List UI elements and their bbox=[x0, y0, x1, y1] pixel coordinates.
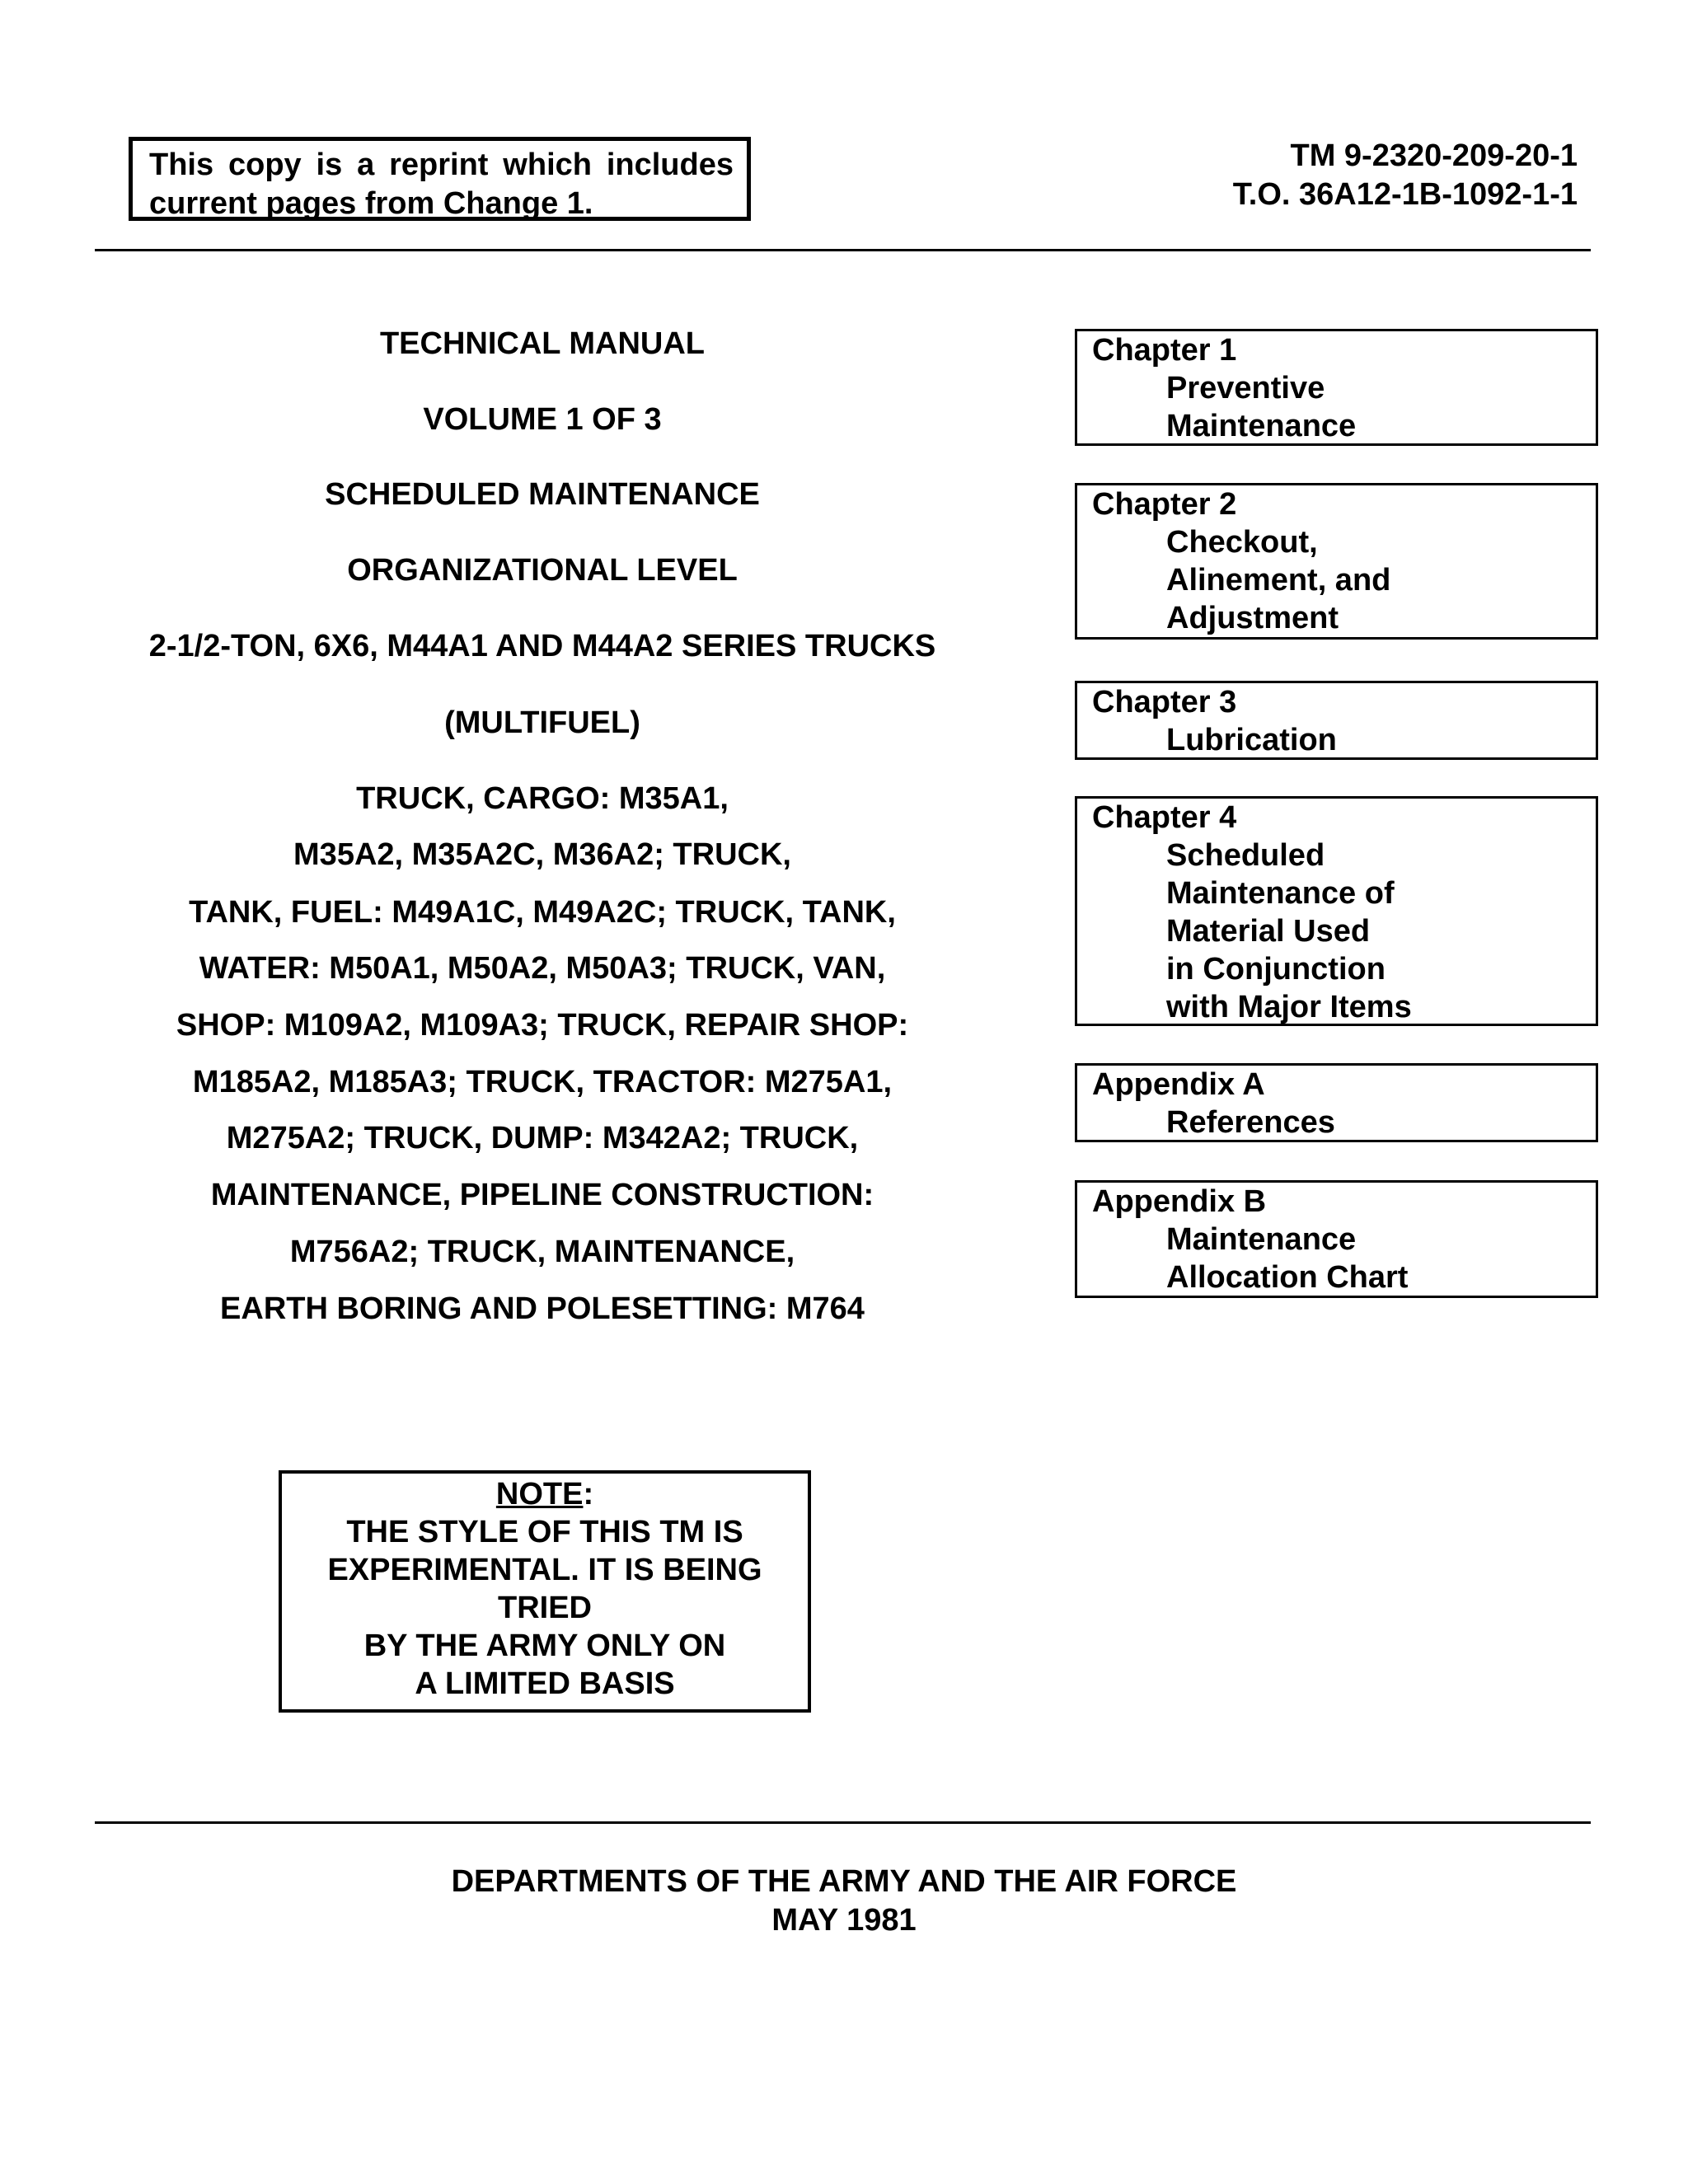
title-line: TRUCK, CARGO: M35A1, bbox=[356, 781, 729, 816]
to-number: T.O. 36A12-1B-1092-1-1 bbox=[1232, 177, 1578, 212]
note-line: A LIMITED BASIS bbox=[415, 1666, 675, 1701]
note-heading: NOTE bbox=[495, 1477, 584, 1511]
appendix-a-subtitle: References bbox=[1166, 1105, 1335, 1140]
reprint-notice-line-1: This copy is a reprint which includes bbox=[149, 148, 734, 182]
tm-number: TM 9-2320-209-20-1 bbox=[1290, 138, 1578, 173]
chapter-4-subtitle: Material Used bbox=[1166, 914, 1371, 949]
title-line: ORGANIZATIONAL LEVEL bbox=[347, 553, 738, 588]
chapter-4-subtitle: Scheduled bbox=[1166, 838, 1325, 873]
chapter-4-heading: Chapter 4 bbox=[1092, 800, 1237, 835]
chapter-2-subtitle: Adjustment bbox=[1166, 601, 1339, 635]
note-line: EXPERIMENTAL. IT IS BEING bbox=[327, 1553, 762, 1587]
chapter-1-subtitle: Preventive bbox=[1166, 371, 1325, 405]
title-line: MAINTENANCE, PIPELINE CONSTRUCTION: bbox=[210, 1178, 874, 1212]
title-line: M756A2; TRUCK, MAINTENANCE, bbox=[289, 1235, 795, 1269]
chapter-2-subtitle: Checkout, bbox=[1166, 525, 1318, 560]
title-line: EARTH BORING AND POLESETTING: M764 bbox=[220, 1291, 865, 1326]
footer-departments: DEPARTMENTS OF THE ARMY AND THE AIR FORCE bbox=[451, 1864, 1237, 1899]
footer bbox=[0, 1863, 1688, 1940]
chapter-2-subtitle: Alinement, and bbox=[1166, 563, 1391, 598]
note-line: THE STYLE OF THIS TM IS bbox=[346, 1515, 743, 1549]
title-line: TANK, FUEL: M49A1C, M49A2C; TRUCK, TANK, bbox=[189, 895, 896, 930]
note-heading-line bbox=[282, 1475, 808, 1513]
title-line: TECHNICAL MANUAL bbox=[379, 326, 706, 361]
chapter-4-box[interactable] bbox=[1075, 796, 1598, 1026]
title-line: VOLUME 1 OF 3 bbox=[423, 402, 662, 437]
reprint-notice-box bbox=[129, 137, 751, 221]
bottom-divider bbox=[95, 1821, 1591, 1824]
appendix-b-subtitle: Allocation Chart bbox=[1166, 1260, 1409, 1295]
document-numbers bbox=[1233, 137, 1578, 214]
title-line: WATER: M50A1, M50A2, M50A3; TRUCK, VAN, bbox=[199, 951, 886, 986]
chapter-2-box[interactable] bbox=[1075, 483, 1598, 640]
appendix-a-box[interactable] bbox=[1075, 1063, 1598, 1142]
chapter-1-subtitle: Maintenance bbox=[1166, 409, 1357, 443]
footer-date: MAY 1981 bbox=[771, 1903, 917, 1938]
note-colon: : bbox=[583, 1477, 594, 1511]
chapter-3-heading: Chapter 3 bbox=[1092, 685, 1237, 719]
chapter-2-heading: Chapter 2 bbox=[1092, 487, 1237, 522]
title-line: M275A2; TRUCK, DUMP: M342A2; TRUCK, bbox=[226, 1121, 859, 1155]
note-line: TRIED bbox=[498, 1591, 592, 1625]
title-line: 2-1/2-TON, 6X6, M44A1 AND M44A2 SERIES TRUCKS bbox=[148, 629, 936, 663]
chapter-4-subtitle: Maintenance of bbox=[1166, 876, 1395, 911]
note-box bbox=[279, 1470, 811, 1713]
appendix-a-heading: Appendix A bbox=[1092, 1067, 1265, 1102]
appendix-b-box[interactable] bbox=[1075, 1180, 1598, 1298]
chapter-1-heading: Chapter 1 bbox=[1092, 333, 1237, 368]
chapter-3-box[interactable] bbox=[1075, 681, 1598, 760]
title-line: SCHEDULED MAINTENANCE bbox=[325, 477, 760, 512]
title-line: (MULTIFUEL) bbox=[444, 705, 640, 740]
title-line: M35A2, M35A2C, M36A2; TRUCK, bbox=[293, 837, 791, 872]
chapter-4-subtitle: in Conjunction bbox=[1166, 952, 1386, 987]
title-line: SHOP: M109A2, M109A3; TRUCK, REPAIR SHOP: bbox=[176, 1008, 909, 1043]
chapter-1-box[interactable] bbox=[1075, 329, 1598, 446]
appendix-b-heading: Appendix B bbox=[1092, 1184, 1267, 1219]
chapter-3-subtitle: Lubrication bbox=[1166, 723, 1337, 757]
reprint-notice-line-2: current pages from Change 1. bbox=[149, 186, 593, 221]
note-line: BY THE ARMY ONLY ON bbox=[363, 1629, 726, 1663]
title-line: M185A2, M185A3; TRUCK, TRACTOR: M275A1, bbox=[192, 1065, 893, 1099]
appendix-b-subtitle: Maintenance bbox=[1166, 1222, 1357, 1257]
chapter-4-subtitle: with Major Items bbox=[1166, 990, 1412, 1024]
top-divider bbox=[95, 249, 1591, 251]
